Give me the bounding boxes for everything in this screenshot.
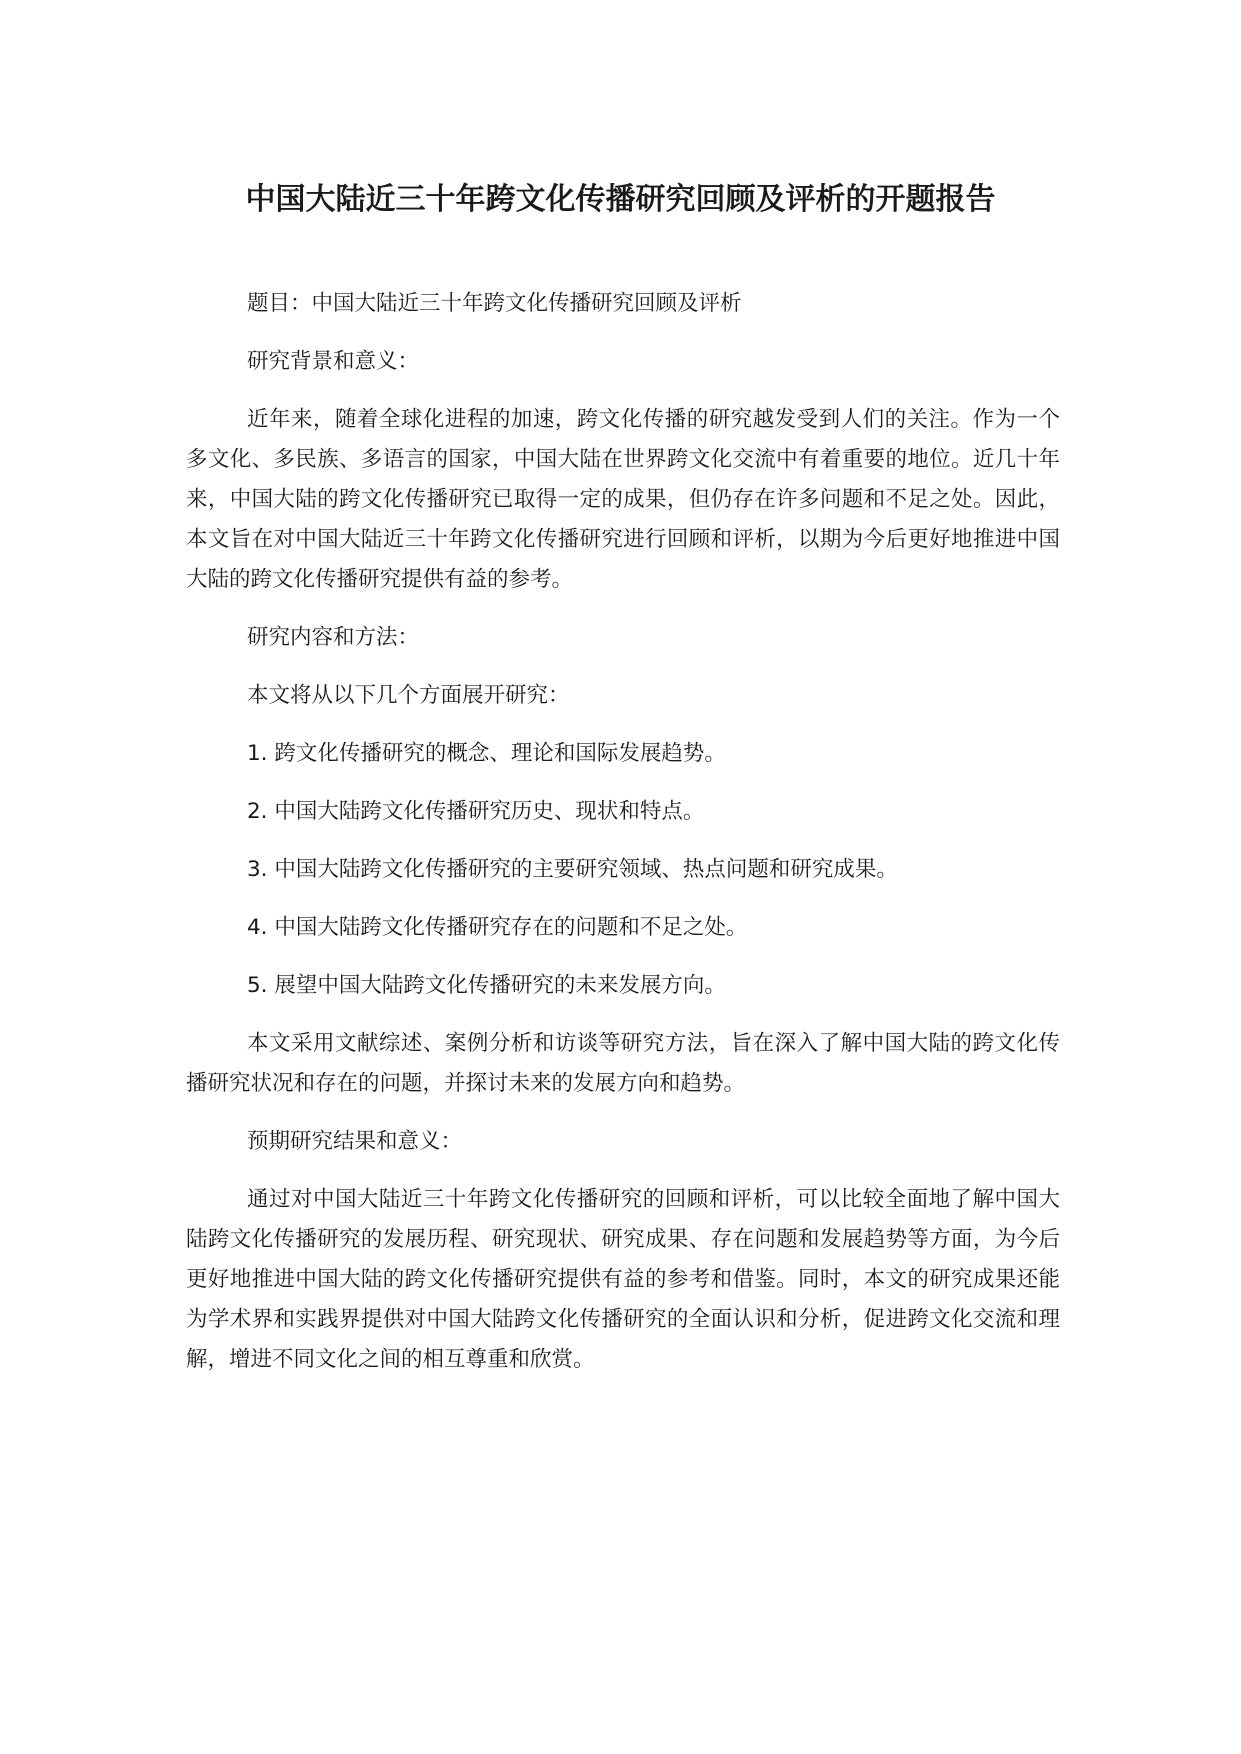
content-item-1: 1. 跨文化传播研究的概念、理论和国际发展趋势。 xyxy=(247,741,726,766)
content-item-2: 2. 中国大陆跨文化传播研究历史、现状和特点。 xyxy=(247,799,705,824)
document-title: 中国大陆近三十年跨文化传播研究回顾及评析的开题报告 xyxy=(245,182,996,217)
content-item-5: 5. 展望中国大陆跨文化传播研究的未来发展方向。 xyxy=(247,973,726,998)
results-heading: 预期研究结果和意义： xyxy=(247,1129,463,1154)
results-paragraph: 通过对中国大陆近三十年跨文化传播研究的回顾和评析，可以比较全面地了解中国大陆跨文化传播研究的发展历程、研究现状、研究成果、存在问题和发展趋势等方面，为今后更好地推进中国大陆的跨文化传播研究提供有益的参考和借鉴。同时，本文的研究成果还能为学术界和实践界提供对中国大陆跨文化传播研究的全面认识和分析，促进跨文化交流和理解，增进不同文化之间的相互尊重和欣赏。 xyxy=(186,1187,1060,1372)
background-heading: 研究背景和意义： xyxy=(247,349,420,374)
topic-line: 题目：中国大陆近三十年跨文化传播研究回顾及评析 xyxy=(247,291,742,316)
document-body xyxy=(186,284,1060,1398)
content-item-4: 4. 中国大陆跨文化传播研究存在的问题和不足之处。 xyxy=(247,915,748,940)
content-heading: 研究内容和方法： xyxy=(247,625,420,650)
background-paragraph: 近年来，随着全球化进程的加速，跨文化传播的研究越发受到人们的关注。作为一个多文化、多民族、多语言的国家，中国大陆在世界跨文化交流中有着重要的地位。近几十年来，中国大陆的跨文化传播研究已取得一定的成果，但仍存在许多问题和不足之处。因此，本文旨在对中国大陆近三十年跨文化传播研究进行回顾和评析，以期为今后更好地推进中国大陆的跨文化传播研究提供有益的参考。 xyxy=(186,407,1060,592)
content-intro: 本文将从以下几个方面展开研究： xyxy=(247,683,570,708)
method-paragraph: 本文采用文献综述、案例分析和访谈等研究方法，旨在深入了解中国大陆的跨文化传播研究状况和存在的问题，并探讨未来的发展方向和趋势。 xyxy=(186,1031,1060,1096)
content-item-3: 3. 中国大陆跨文化传播研究的主要研究领域、热点问题和研究成果。 xyxy=(247,857,898,882)
